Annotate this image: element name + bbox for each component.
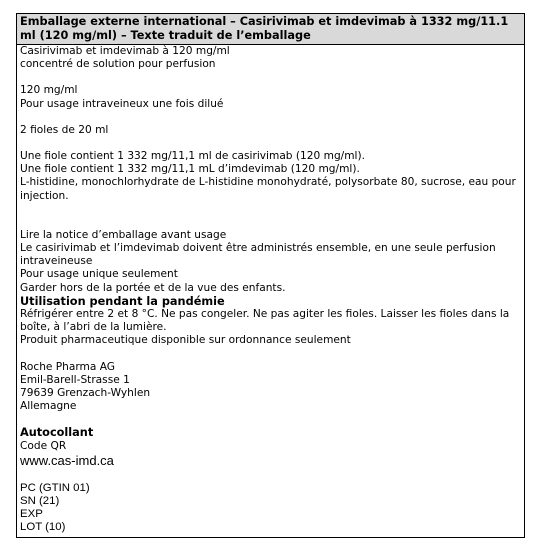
serial-number: SN (21) — [20, 495, 60, 508]
strength: 120 mg/ml — [20, 84, 78, 97]
product-name: Casirivimab et imdevimab à 120 mg/ml — [20, 45, 230, 57]
storage-instructions: Réfrigérer entre 2 et 8 °C. Ne pas congeler. Ne pas agiter les fioles. Laisser les fioles dans la boîte, à l’abri de la lumière. — [20, 308, 510, 334]
company-city: 79639 Grenzach-Wyhlen — [20, 387, 151, 400]
route: Pour usage intraveineux une fois dilué — [20, 97, 224, 110]
company-street: Emil-Barell-Strasse 1 — [20, 373, 130, 386]
pack-size: 2 fioles de 20 ml — [20, 123, 109, 136]
composition-imdevimab: Une fiole contient 1 332 mg/11,1 mL d’imdevimab (120 mg/ml). — [20, 163, 360, 176]
single-use: Pour usage unique seulement — [20, 268, 178, 281]
website-url: www.cas-imd.ca — [20, 452, 114, 468]
company-country: Allemagne — [20, 400, 77, 413]
label-body — [17, 45, 524, 535]
sticker-heading: Autocollant — [20, 426, 94, 440]
company-name: Roche Pharma AG — [20, 360, 116, 373]
administration-note: Le casirivimab et l’imdevimab doivent être administrés ensemble, en une seule perfusion intraveineuse — [20, 242, 496, 268]
dosage-form: concentré de solution pour perfusion — [20, 58, 216, 71]
composition-casirivimab: Une fiole contient 1 332 mg/11,1 ml de casirivimab (120 mg/ml). — [20, 150, 366, 163]
lot-number: LOT (10) — [20, 521, 66, 534]
section-header: Emballage externe international – Casirivimab et imdevimab à 1332 mg/11.1 ml (120 mg/ml) – Texte traduit de l’emballage — [17, 14, 524, 45]
children-warning: Garder hors de la portée et de la vue des enfants. — [20, 281, 286, 294]
prescription-status: Produit pharmaceutique disponible sur ordonnance seulement — [20, 334, 351, 347]
pandemic-heading: Utilisation pendant la pandémie — [20, 294, 225, 308]
qr-code-label: Code QR — [20, 439, 67, 452]
excipients: L-histidine, monochlorhydrate de L-histidine monohydraté, polysorbate 80, sucrose, eau pour injection. — [20, 176, 516, 202]
label-text-box — [16, 13, 525, 538]
pc-gtin: PC (GTIN 01) — [20, 481, 90, 494]
expiry: EXP — [20, 508, 43, 521]
leaflet-notice: Lire la notice d’emballage avant usage — [20, 228, 227, 241]
